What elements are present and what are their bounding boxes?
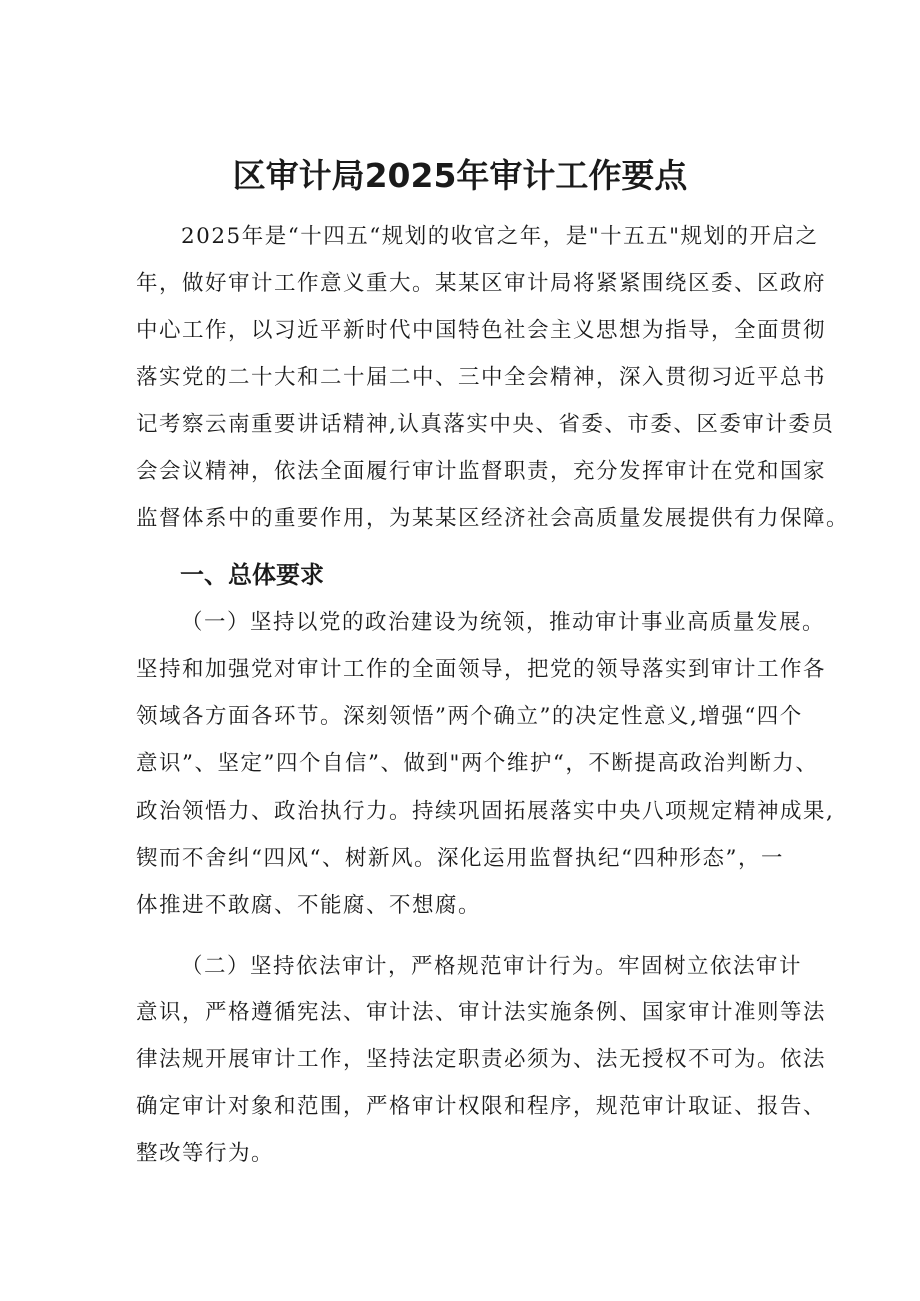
- item1-line: 领域各方面各环节。深刻领悟”两个确立”的决定性意义,增强“四个: [136, 704, 803, 729]
- item2-line: 意识，严格遵循宪法、审计法、审计法实施条例、国家审计准则等法: [136, 1000, 827, 1025]
- item1-line: （一）坚持以党的政治建设为统领，推动审计事业高质量发展。: [181, 610, 826, 635]
- document-title: 区审计局2025年审计工作要点: [232, 156, 688, 195]
- section-heading: 一、总体要求: [180, 561, 324, 589]
- intro-line: 监督体系中的重要作用，为某某区经济社会高质量发展提供有力保障。: [136, 506, 850, 531]
- item2-line: 律法规开展审计工作，坚持法定职责必须为、法无授权不可为。依法: [136, 1047, 827, 1072]
- item1-line: 体推进不敢腐、不能腐、不想腐。: [136, 893, 482, 918]
- intro-line: 中心工作，以习近平新时代中国特色社会主义思想为指导，全面贯彻: [136, 318, 827, 343]
- item2-line: （二）坚持依法审计，严格规范审计行为。牢固树立依法审计: [181, 954, 803, 979]
- item2-line: 确定审计对象和范围，严格审计权限和程序，规范审计取证、报告、: [136, 1094, 827, 1119]
- intro-line: 记考察云南重要讲话精神,认真落实中央、省委、市委、区委审计委员: [136, 412, 835, 437]
- item2-line: 整改等行为。: [136, 1141, 275, 1166]
- item1-line: 意识”、坚定”四个自信”、做到"两个维护“，不断提高政治判断力、: [136, 751, 819, 776]
- item1-line: 坚持和加强党对审计工作的全面领导，把党的领导落实到审计工作各: [136, 657, 827, 682]
- item1-line: 锲而不舍纠“四风“、树新风。深化运用监督执纪“四种形态”，一: [136, 846, 784, 871]
- item1-line: 政治领悟力、政治执行力。持续巩固拓展落实中央八项规定精神成果,: [136, 799, 835, 824]
- intro-line: 年，做好审计工作意义重大。某某区审计局将紧紧围绕区委、区政府: [136, 271, 827, 296]
- intro-line: 会会议精神，依法全面履行审计监督职责，充分发挥审计在党和国家: [136, 459, 827, 484]
- intro-line: 落实党的二十大和二十届二中、三中全会精神，深入贯彻习近平总书: [136, 365, 827, 390]
- intro-line: 2025年是“十四五“规划的收官之年，是"十五五"规划的开启之: [181, 224, 819, 249]
